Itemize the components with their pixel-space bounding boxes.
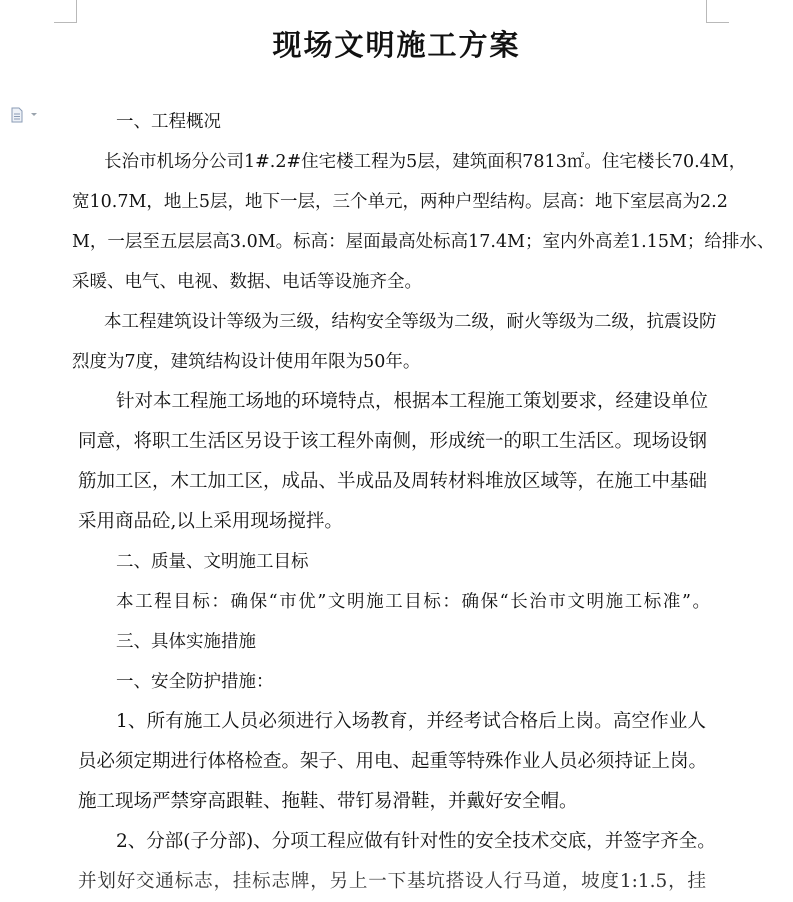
heading-quality-goals: 二、质量、文明施工目标 — [116, 552, 309, 572]
crop-mark-top-right — [706, 0, 729, 23]
document-icon[interactable] — [10, 107, 38, 127]
paragraph-design-grade: 本工程建筑设计等级为三级，结构安全等级为二级，耐火等级为二级，抗震设防 烈度为7度，建筑结构设计使用年限为50年。 — [72, 312, 717, 372]
paragraph-technical-briefing: 2、分部(子分部)、分项工程应做有针对性的安全技术交底，并签字齐全。 并划好交通标志，挂标志牌，另上一下基坑搭设人行马道，坡度1:1.5，挂 — [78, 831, 716, 892]
crop-mark-top-left — [54, 0, 77, 23]
paragraph-safety-training: 1、所有施工人员必须进行入场教育，并经考试合格后上岗。高空作业人 员必须定期进行体格检查。架子、用电、起重等特殊作业人员必须持证上岗。 施工现场严禁穿高跟鞋、拖鞋、带钉易滑鞋，并戴好安全帽。 — [78, 711, 708, 812]
dropdown-arrow-icon — [31, 113, 37, 116]
heading-project-overview: 一、工程概况 — [116, 112, 221, 132]
document-title: 现场文明施工方案 — [272, 28, 521, 62]
paragraph-project-description: 长治市机场分公司1#.2#住宅楼工程为5层，建筑面积7813㎡。住宅楼长70.4M， 宽10.7M，地上5层，地下一层，三个单元，两种户型结构。层高：地下室层高为2.2 M，一层至五层层高3.0M。标高：屋面最高处标高17.4M；室内外高差1.15M；给排水、 采暖、电气、电视、数据、电话等设施齐全。 — [72, 152, 775, 292]
paragraph-goals: 本工程目标：确保“市优”文明施工目标：确保“长治市文明施工标准”。 — [116, 592, 710, 612]
heading-safety-measures: 一、安全防护措施： — [116, 672, 274, 692]
heading-implementation: 三、具体实施措施 — [116, 632, 256, 652]
paragraph-site-layout: 针对本工程施工场地的环境特点，根据本工程施工策划要求，经建设单位 同意，将职工生活区另设于该工程外南侧，形成统一的职工生活区。现场设钢 筋加工区，木工加工区，成品、半成品及周转材料堆放区域等，在施工中基础 采用商品砼,以上采用现场搅拌。 — [78, 391, 709, 532]
